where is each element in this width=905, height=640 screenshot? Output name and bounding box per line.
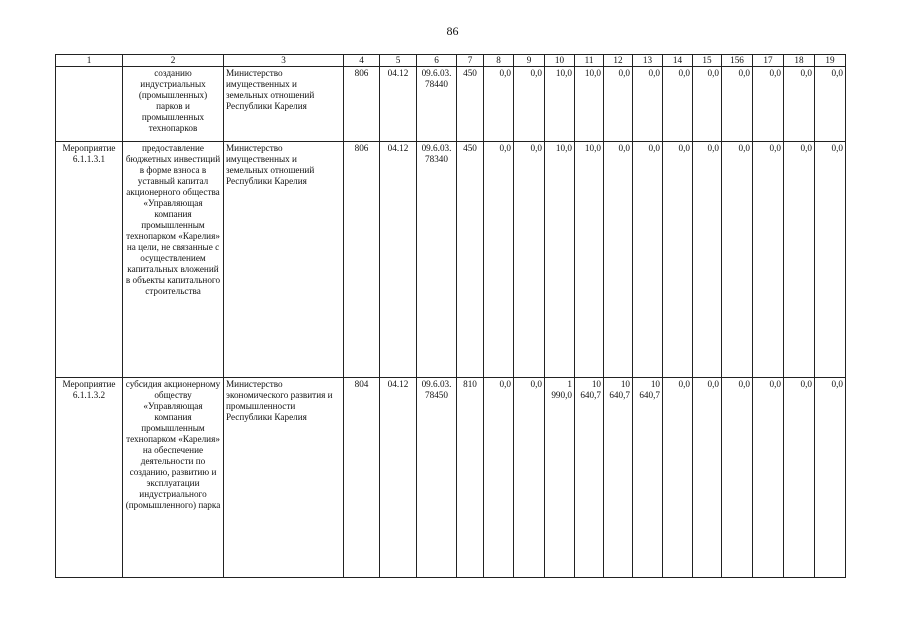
col-header: 3	[224, 55, 344, 67]
expense-type-cell: 450	[457, 142, 484, 378]
code-cell: 804	[344, 378, 380, 578]
value-cell: 0,0	[693, 378, 722, 578]
col-header: 15	[693, 55, 722, 67]
value-cell: 0,0	[663, 378, 693, 578]
ministry-cell: Министерство имущественных и земельных отношений Республики Карелия	[224, 142, 344, 378]
col-header: 9	[514, 55, 545, 67]
col-header: 14	[663, 55, 693, 67]
description-cell: субсидия акционерному обществу «Управляющая компания промышленным технопарком «Карелия» на обеспечение деятельности по созданию, развитию и эксплуатации индустриального (промышленного) парка	[123, 378, 224, 578]
value-cell: 0,0	[514, 67, 545, 142]
value-cell: 10,0	[575, 67, 604, 142]
value-cell: 10,0	[545, 67, 575, 142]
value-cell: 0,0	[633, 67, 663, 142]
value-cell: 0,0	[663, 142, 693, 378]
budget-table	[55, 54, 846, 578]
value-cell: 0,0	[484, 67, 514, 142]
section-cell: 04.12	[380, 142, 417, 378]
header-row	[56, 55, 846, 67]
value-cell: 0,0	[784, 378, 815, 578]
value-cell: 10 640,7	[633, 378, 663, 578]
value-cell: 10,0	[545, 142, 575, 378]
col-header: 13	[633, 55, 663, 67]
col-header: 17	[753, 55, 784, 67]
value-cell: 0,0	[753, 142, 784, 378]
value-cell: 0,0	[815, 142, 846, 378]
value-cell: 0,0	[753, 378, 784, 578]
col-header: 18	[784, 55, 815, 67]
section-cell: 04.12	[380, 67, 417, 142]
col-header: 4	[344, 55, 380, 67]
value-cell: 0,0	[784, 142, 815, 378]
col-header: 11	[575, 55, 604, 67]
col-header: 10	[545, 55, 575, 67]
col-header: 7	[457, 55, 484, 67]
value-cell: 10 640,7	[604, 378, 633, 578]
col-header: 2	[123, 55, 224, 67]
col-header: 19	[815, 55, 846, 67]
value-cell: 0,0	[722, 67, 753, 142]
expense-type-cell: 450	[457, 67, 484, 142]
value-cell: 0,0	[722, 142, 753, 378]
target-code-cell: 09.6.03. 78450	[417, 378, 457, 578]
table-row	[56, 67, 846, 142]
ministry-cell: Министерство имущественных и земельных отношений Республики Карелия	[224, 67, 344, 142]
value-cell: 0,0	[784, 67, 815, 142]
value-cell: 0,0	[693, 67, 722, 142]
event-id-cell: Мероприятие 6.1.1.3.2	[56, 378, 123, 578]
value-cell: 0,0	[815, 378, 846, 578]
value-cell: 10 640,7	[575, 378, 604, 578]
ministry-cell: Министерство экономического развития и промышленности Республики Карелия	[224, 378, 344, 578]
col-header: 1	[56, 55, 123, 67]
value-cell: 0,0	[753, 67, 784, 142]
section-cell: 04.12	[380, 378, 417, 578]
value-cell: 0,0	[484, 378, 514, 578]
description-cell: предоставление бюджетных инвестиций в форме взноса в уставный капитал акционерного общества «Управляющая компания промышленным технопарком «Карелия» на цели, не связанные с осуществлением капитальных вложений в объекты капитального строительства	[123, 142, 224, 378]
value-cell: 0,0	[514, 378, 545, 578]
value-cell: 1 990,0	[545, 378, 575, 578]
col-header: 156	[722, 55, 753, 67]
table-row	[56, 378, 846, 578]
value-cell: 0,0	[663, 67, 693, 142]
col-header: 12	[604, 55, 633, 67]
table-row	[56, 142, 846, 378]
value-cell: 0,0	[815, 67, 846, 142]
value-cell: 0,0	[693, 142, 722, 378]
expense-type-cell: 810	[457, 378, 484, 578]
value-cell: 0,0	[604, 142, 633, 378]
value-cell: 0,0	[514, 142, 545, 378]
description-cell: созданию индустриальных (промышленных) парков и промышленных технопарков	[123, 67, 224, 142]
code-cell: 806	[344, 142, 380, 378]
value-cell: 0,0	[722, 378, 753, 578]
col-header: 8	[484, 55, 514, 67]
code-cell: 806	[344, 67, 380, 142]
value-cell: 10,0	[575, 142, 604, 378]
col-header: 5	[380, 55, 417, 67]
page-number: 86	[446, 24, 459, 38]
value-cell: 0,0	[604, 67, 633, 142]
event-id-cell: Мероприятие 6.1.1.3.1	[56, 142, 123, 378]
col-header: 6	[417, 55, 457, 67]
value-cell: 0,0	[633, 142, 663, 378]
target-code-cell: 09.6.03. 78340	[417, 142, 457, 378]
target-code-cell: 09.6.03. 78440	[417, 67, 457, 142]
event-id-cell	[56, 67, 123, 142]
value-cell: 0,0	[484, 142, 514, 378]
